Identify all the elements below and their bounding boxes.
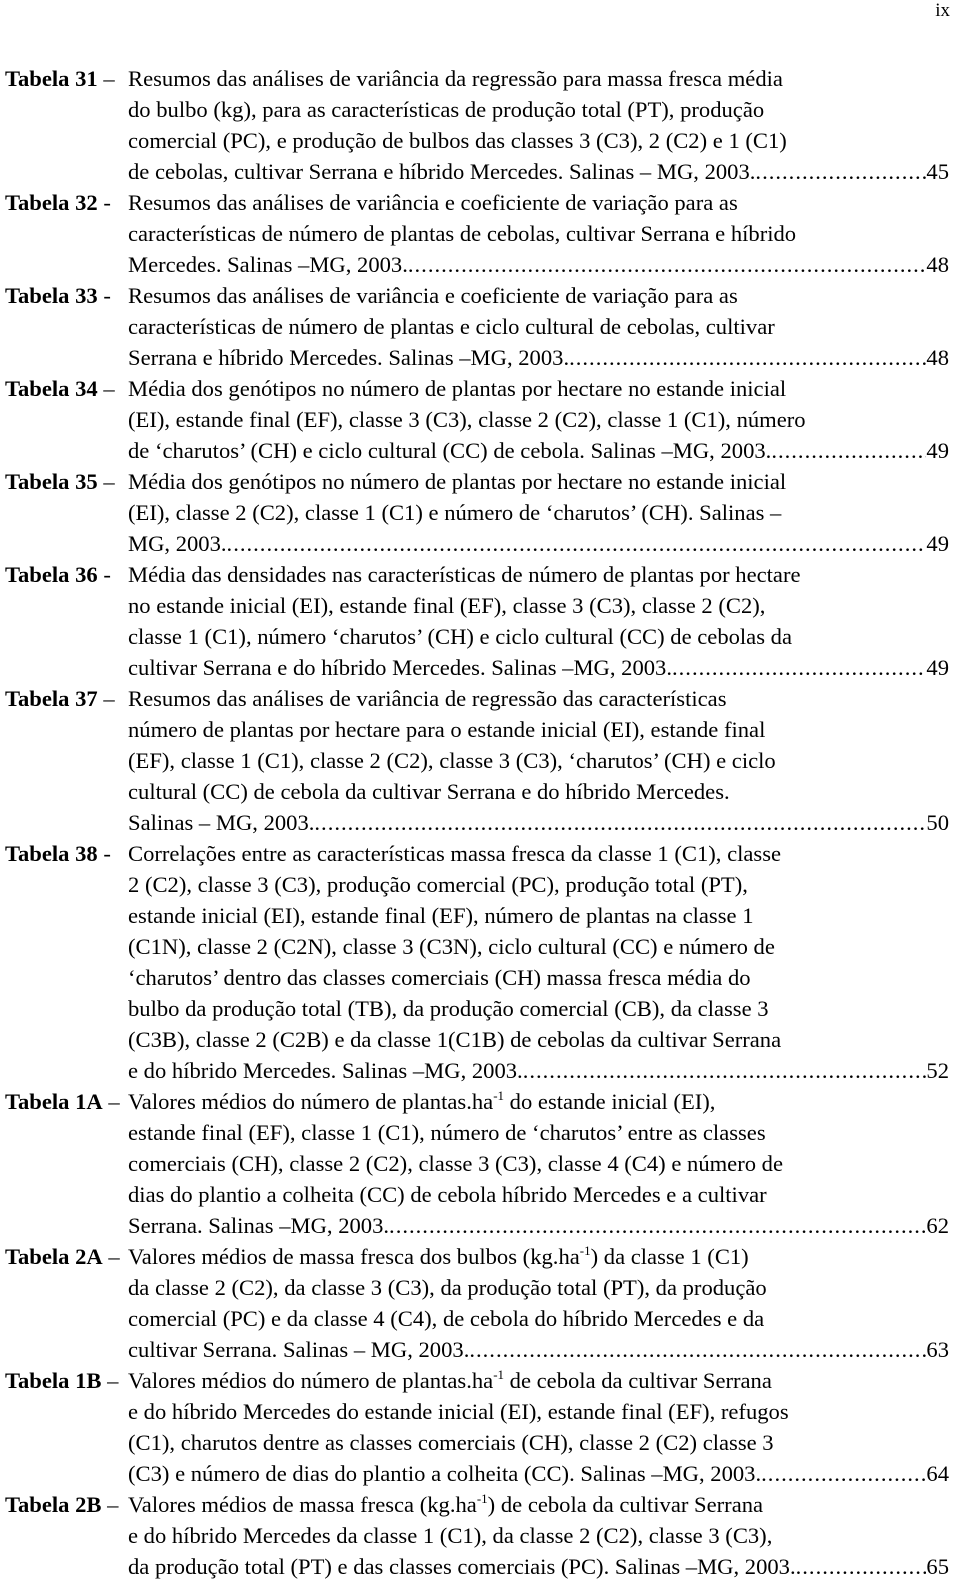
toc-entry-text-line: dias do plantio a colheita (CC) de cebola híbrido Mercedes e a cultivar — [128, 1182, 767, 1207]
toc-entry-text-line: estande final (EF), classe 1 (C1), número de ‘charutos’ entre as classes — [128, 1120, 766, 1145]
toc-entry-page[interactable]: 65 — [926, 1554, 949, 1579]
toc-entry-text-line: Média das densidades nas características de número de plantas por hectare — [128, 562, 801, 587]
toc-entry-label — [5, 63, 115, 94]
toc-entry[interactable] — [5, 559, 949, 683]
toc-entry[interactable] — [5, 1365, 949, 1489]
toc-entry-label — [5, 373, 115, 404]
toc-entry-page[interactable]: 49 — [926, 438, 949, 463]
toc-entry-number: Tabela 35 — [5, 469, 98, 494]
toc-entry[interactable] — [5, 466, 949, 559]
toc-entry-text: ) da classe 1 (C1) — [590, 1244, 749, 1269]
toc-entry-text: do estande inicial (EI), — [504, 1089, 716, 1114]
toc-entry[interactable] — [5, 187, 949, 280]
toc-entry-text-line: do bulbo (kg), para as características de produção total (PT), produção — [128, 97, 765, 122]
dot-leader — [672, 652, 926, 683]
toc-entry-number: Tabela 38 — [5, 841, 98, 866]
toc-entry-page[interactable]: 62 — [926, 1213, 949, 1238]
dot-leader — [569, 342, 926, 373]
dot-leader — [408, 249, 927, 280]
toc-entry-number: Tabela 2A — [5, 1244, 103, 1269]
toc-entry-text: Salinas – MG, 2003. — [128, 810, 315, 835]
toc-entry-text: Valores médios do número de plantas.ha — [128, 1368, 494, 1393]
toc-entry-page[interactable]: 48 — [926, 252, 949, 277]
toc-entry-text-line: Resumos das análises de variância e coeficiente de variação para as — [128, 190, 738, 215]
toc-entry-text: Serrana e híbrido Mercedes. Salinas –MG, 2003. — [128, 345, 570, 370]
toc-entry-separator: – — [102, 1089, 120, 1114]
toc-entry-number: Tabela 2B — [5, 1492, 102, 1517]
toc-entry-text: (C3) e número de dias do plantio a colheita (CC). Salinas –MG, 2003. — [128, 1461, 762, 1486]
toc-entry-label — [5, 187, 111, 218]
toc-entry-separator: – — [97, 686, 115, 711]
toc-entry-label — [5, 1489, 118, 1520]
toc-entry-last-line — [128, 342, 949, 373]
dot-leader — [389, 1210, 926, 1241]
toc-entry-text: de cebolas, cultivar Serrana e híbrido Mercedes. Salinas – MG, 2003. — [128, 159, 756, 184]
dot-leader — [227, 528, 927, 559]
toc-entry[interactable] — [5, 1241, 949, 1365]
toc-entry-label — [5, 1365, 118, 1396]
toc-entry-number: Tabela 33 — [5, 283, 98, 308]
toc-entry-page[interactable]: 49 — [926, 531, 949, 556]
toc-entry-last-line — [128, 1551, 949, 1582]
toc-entry-label — [5, 1241, 120, 1272]
toc-entry-number: Tabela 1A — [5, 1089, 103, 1114]
toc-entry-separator: – — [101, 1368, 119, 1393]
toc-entry-number: Tabela 32 — [5, 190, 98, 215]
toc-entry-last-line — [128, 1210, 949, 1241]
toc-entry-text-line: classe 1 (C1), número ‘charutos’ (CH) e ciclo cultural (CC) de cebolas da — [128, 624, 792, 649]
toc-entry-last-line — [128, 528, 949, 559]
toc-entry-last-line — [128, 249, 949, 280]
toc-entry-last-line — [128, 807, 949, 838]
dot-leader — [771, 435, 926, 466]
toc-entry[interactable] — [5, 280, 949, 373]
toc-entry-label — [5, 280, 111, 311]
toc-entry-separator: – — [97, 376, 115, 401]
toc-entry[interactable] — [5, 1086, 949, 1241]
toc-entry-text: MG, 2003. — [128, 531, 227, 556]
toc-entry-text-line — [128, 1241, 949, 1272]
toc-entry-text-line: (C3B), classe 2 (C2B) e da classe 1(C1B) de cebolas da cultivar Serrana — [128, 1027, 782, 1052]
toc-entry-text-line: comerciais (CH), classe 2 (C2), classe 3 (C3), classe 4 (C4) e número de — [128, 1151, 784, 1176]
toc-entry-text: da produção total (PT) e das classes comerciais (PC). Salinas –MG, 2003. — [128, 1554, 796, 1579]
toc-entry-text-line: (C1), charutos dentre as classes comerciais (CH), classe 2 (C2) classe 3 — [128, 1430, 774, 1455]
toc-entry-label — [5, 559, 111, 590]
toc-entry-number: Tabela 34 — [5, 376, 98, 401]
toc-entry[interactable] — [5, 683, 949, 838]
toc-entry-separator: – — [102, 1244, 120, 1269]
toc-entry-text-line: número de plantas por hectare para o estande inicial (EI), estande final — [128, 717, 766, 742]
list-of-tables — [5, 63, 949, 1582]
toc-entry-separator: – — [97, 66, 115, 91]
superscript: -1 — [476, 1491, 488, 1506]
toc-entry-separator: - — [97, 190, 111, 215]
toc-entry-text-line: Média dos genótipos no número de plantas por hectare no estande inicial — [128, 376, 787, 401]
toc-entry-number: Tabela 36 — [5, 562, 98, 587]
toc-entry-text-line: cultural (CC) de cebola da cultivar Serrana e do híbrido Mercedes. — [128, 779, 730, 804]
toc-entry-separator: – — [97, 469, 115, 494]
toc-entry-last-line — [128, 156, 949, 187]
toc-entry-label — [5, 683, 115, 714]
superscript: -1 — [493, 1088, 505, 1103]
toc-entry-text: Valores médios de massa fresca dos bulbos (kg.ha — [128, 1244, 580, 1269]
dot-leader — [314, 807, 926, 838]
toc-entry[interactable] — [5, 373, 949, 466]
toc-entry-text-line: características de número de plantas e ciclo cultural de cebolas, cultivar — [128, 314, 775, 339]
toc-entry-text: Serrana. Salinas –MG, 2003. — [128, 1213, 390, 1238]
toc-entry-text-line — [128, 1365, 949, 1396]
toc-entry-text-line: (EF), classe 1 (C1), classe 2 (C2), classe 3 (C3), ‘charutos’ (CH) e ciclo — [128, 748, 776, 773]
toc-entry-separator: - — [97, 841, 111, 866]
toc-entry[interactable] — [5, 63, 949, 187]
toc-entry-last-line — [128, 435, 949, 466]
toc-entry-text-line: Resumos das análises de variância de regressão das características — [128, 686, 727, 711]
toc-entry-text: de cebola da cultivar Serrana — [504, 1368, 772, 1393]
toc-entry-text-line: (EI), estande final (EF), classe 3 (C3), classe 2 (C2), classe 1 (C1), número — [128, 407, 806, 432]
toc-entry-last-line — [128, 1055, 949, 1086]
dot-leader — [761, 1458, 926, 1489]
toc-entry-text-line: 2 (C2), classe 3 (C3), produção comercial (PC), produção total (PT), — [128, 872, 748, 897]
toc-entry-last-line — [128, 652, 949, 683]
toc-entry-text-line: no estande inicial (EI), estande final (EF), classe 3 (C3), classe 2 (C2), — [128, 593, 766, 618]
toc-entry-text-line — [128, 1086, 949, 1117]
toc-entry-separator: – — [101, 1492, 119, 1517]
toc-entry-label — [5, 466, 115, 497]
dot-leader — [796, 1551, 927, 1582]
toc-entry-text-line: Média dos genótipos no número de plantas por hectare no estande inicial — [128, 469, 787, 494]
superscript: -1 — [579, 1243, 591, 1258]
toc-entry-text-line: bulbo da produção total (TB), da produção comercial (CB), da classe 3 — [128, 996, 769, 1021]
toc-entry-text-line: e do híbrido Mercedes da classe 1 (C1), da classe 2 (C2), classe 3 (C3), — [128, 1523, 773, 1548]
toc-entry[interactable] — [5, 838, 949, 1086]
toc-entry-text-line: estande inicial (EI), estande final (EF), número de plantas na classe 1 — [128, 903, 754, 928]
toc-entry-text-line: comercial (PC), e produção de bulbos das classes 3 (C3), 2 (C2) e 1 (C1) — [128, 128, 787, 153]
toc-entry-page[interactable]: 64 — [926, 1461, 949, 1486]
toc-entry-text-line: ‘charutos’ dentro das classes comerciais (CH) massa fresca média do — [128, 965, 751, 990]
toc-entry-text-line: comercial (PC) e da classe 4 (C4), de cebola do híbrido Mercedes e da — [128, 1306, 765, 1331]
toc-entry-text-line — [128, 1489, 949, 1520]
toc-entry-page[interactable]: 49 — [926, 655, 949, 680]
dot-leader — [755, 156, 926, 187]
toc-entry-text-line: Correlações entre as características massa fresca da classe 1 (C1), classe — [128, 841, 782, 866]
toc-entry-text: e do híbrido Mercedes. Salinas –MG, 2003. — [128, 1058, 523, 1083]
toc-entry-number: Tabela 37 — [5, 686, 98, 711]
toc-entry-number: Tabela 31 — [5, 66, 98, 91]
toc-entry-text: Valores médios de massa fresca (kg.ha — [128, 1492, 477, 1517]
dot-leader — [469, 1334, 926, 1365]
toc-entry-label — [5, 1086, 120, 1117]
toc-entry-separator: - — [97, 283, 111, 308]
toc-entry-last-line — [128, 1458, 949, 1489]
toc-entry-text-line: características de número de plantas de cebolas, cultivar Serrana e híbrido — [128, 221, 797, 246]
toc-entry-label — [5, 838, 111, 869]
toc-entry-page[interactable]: 50 — [926, 810, 949, 835]
toc-entry-text-line: Resumos das análises de variância e coeficiente de variação para as — [128, 283, 738, 308]
toc-entry-text: de ‘charutos’ (CH) e ciclo cultural (CC) de cebola. Salinas –MG, 2003. — [128, 438, 772, 463]
toc-entry-text: Mercedes. Salinas –MG, 2003. — [128, 252, 408, 277]
toc-entry-page[interactable]: 48 — [926, 345, 949, 370]
toc-entry-page[interactable]: 63 — [926, 1337, 949, 1362]
toc-entry-text: cultivar Serrana e do híbrido Mercedes. Salinas –MG, 2003. — [128, 655, 672, 680]
toc-entry-text: cultivar Serrana. Salinas – MG, 2003. — [128, 1337, 470, 1362]
superscript: -1 — [493, 1367, 505, 1382]
dot-leader — [523, 1055, 927, 1086]
toc-entry[interactable] — [5, 1489, 949, 1582]
toc-entry-text-line: e do híbrido Mercedes do estande inicial (EI), estande final (EF), refugos — [128, 1399, 789, 1424]
toc-entry-text-line: da classe 2 (C2), da classe 3 (C3), da produção total (PT), da produção — [128, 1275, 767, 1300]
toc-entry-text: ) de cebola da cultivar Serrana — [487, 1492, 764, 1517]
toc-entry-text-line: (EI), classe 2 (C2), classe 1 (C1) e número de ‘charutos’ (CH). Salinas – — [128, 500, 782, 525]
toc-entry-separator: - — [97, 562, 111, 587]
toc-entry-page[interactable]: 45 — [926, 159, 949, 184]
toc-entry-page[interactable]: 52 — [926, 1058, 949, 1083]
toc-entry-text-line: Resumos das análises de variância da regressão para massa fresca média — [128, 66, 783, 91]
toc-entry-last-line — [128, 1334, 949, 1365]
toc-entry-text-line: (C1N), classe 2 (C2N), classe 3 (C3N), ciclo cultural (CC) e número de — [128, 934, 775, 959]
toc-entry-text: Valores médios do número de plantas.ha — [128, 1089, 494, 1114]
toc-entry-number: Tabela 1B — [5, 1368, 102, 1393]
page-number: ix — [935, 0, 950, 21]
